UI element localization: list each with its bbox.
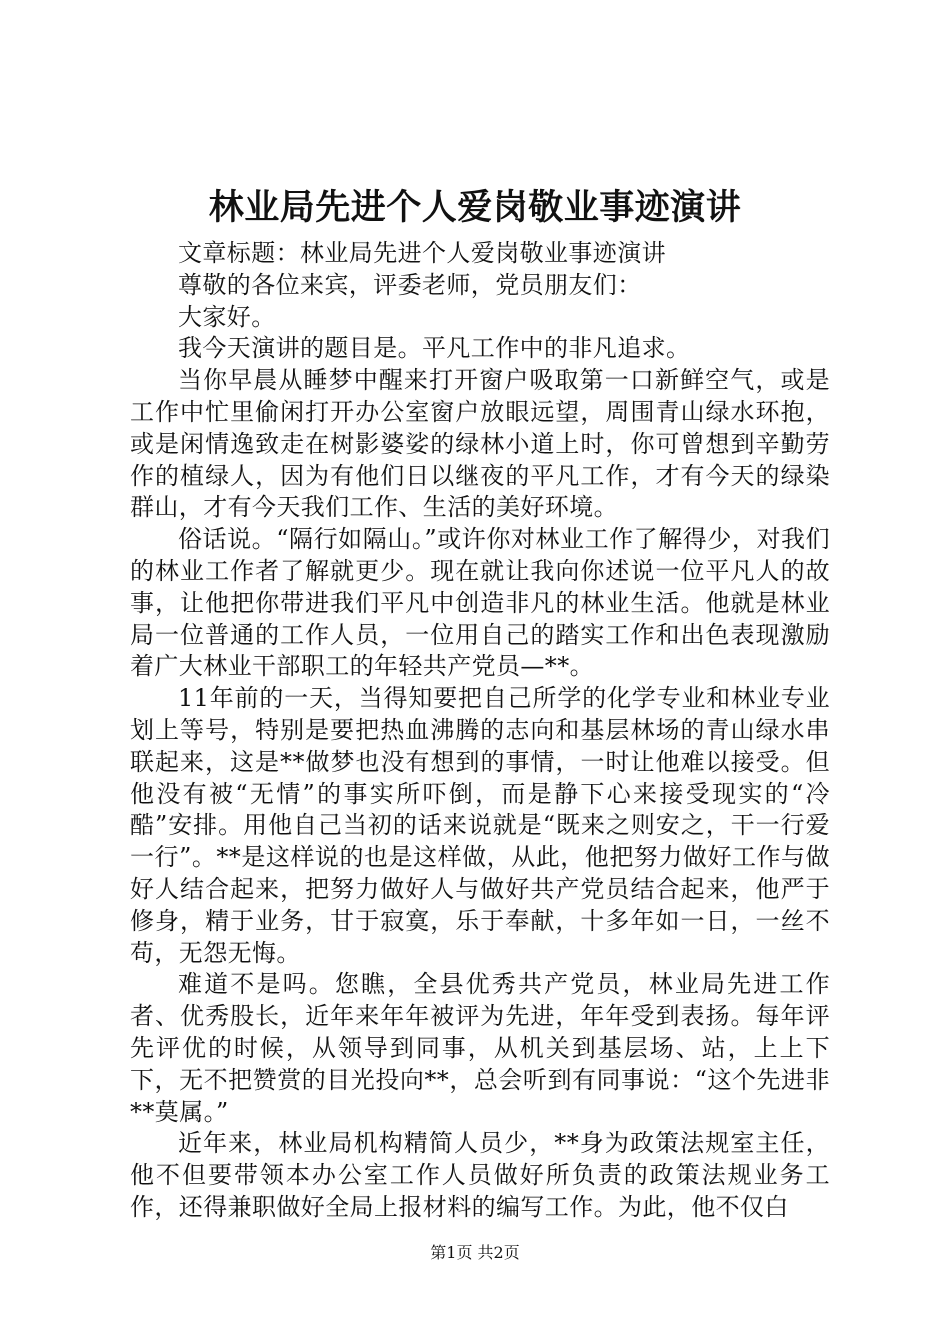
paragraph: 俗话说。“隔行如隔山。”或许你对林业工作了解得少，对我们的林业工作者了解就更少。现在就让我向你述说一位平凡人的故事，让他把你带进我们平凡中创造非凡的林业生活。他就是林业局一位普通的工作人员，一位用自己的踏实工作和出色表现激励着广大林业干部职工的年轻共产党员—**。 (130, 525, 830, 681)
paragraph-salutation: 尊敬的各位来宾，评委老师，党员朋友们： (178, 270, 642, 299)
paragraph: 11年前的一天，当得知要把自己所学的化学专业和林业专业划上等号，特别是要把热血沸腾的志向和基层林场的青山绿水串联起来，这是**做梦也没有想到的事情，一时让他难以接受。但他没有被“无情”的事实所吓倒，而是静下心来接受现实的“冷酷”安排。用他自己当初的话来说就是“既来之则安之，干一行爱一行”。**是这样说的也是这样做，从此，他把努力做好工作与做好人结合起来，把努力做好人与做好共产党员结合起来，他严于修身，精于业务，甘于寂寞，乐于奉献，十多年如一日，一丝不苟，无怨无悔。 (130, 684, 830, 967)
paragraph-article-heading: 文章标题：林业局先进个人爱岗敬业事迹演讲 (178, 239, 666, 267)
paragraph: 当你早晨从睡梦中醒来打开窗户吸取第一口新鲜空气，或是工作中忙里偷闲打开办公室窗户放眼远望，周围青山绿水环抱，或是闲情逸致走在树影婆娑的绿林小道上时，你可曾想到辛勤劳作的植绿人，因为有他们日以继夜的平凡工作，才有今天的绿染群山，才有今天我们工作、生活的美好环境。 (130, 366, 830, 522)
document-title: 林业局先进个人爱岗敬业事迹演讲 (208, 187, 742, 228)
paragraph-greeting: 大家好。 (178, 302, 276, 331)
paragraph-topic: 我今天演讲的题目是。平凡工作中的非凡追求。 (178, 334, 691, 363)
page-number-footer: 第1页 共2页 (430, 1243, 520, 1262)
paragraph: 近年来，林业局机构精简人员少，**身为政策法规室主任，他不但要带领本办公室工作人员做好所负责的政策法规业务工作，还得兼职做好全局上报材料的编写工作。为此，他不仅白 (130, 1129, 830, 1221)
paragraph: 难道不是吗。您瞧，全县优秀共产党员，林业局先进工作者、优秀股长，近年来年年被评为先进，年年受到表扬。每年评先评优的时候，从领导到同事，从机关到基层场、站，上上下下，无不把赞赏的目光投向**，总会听到有同事说：“这个先进非**莫属。” (130, 970, 830, 1126)
document-body (130, 238, 830, 1224)
